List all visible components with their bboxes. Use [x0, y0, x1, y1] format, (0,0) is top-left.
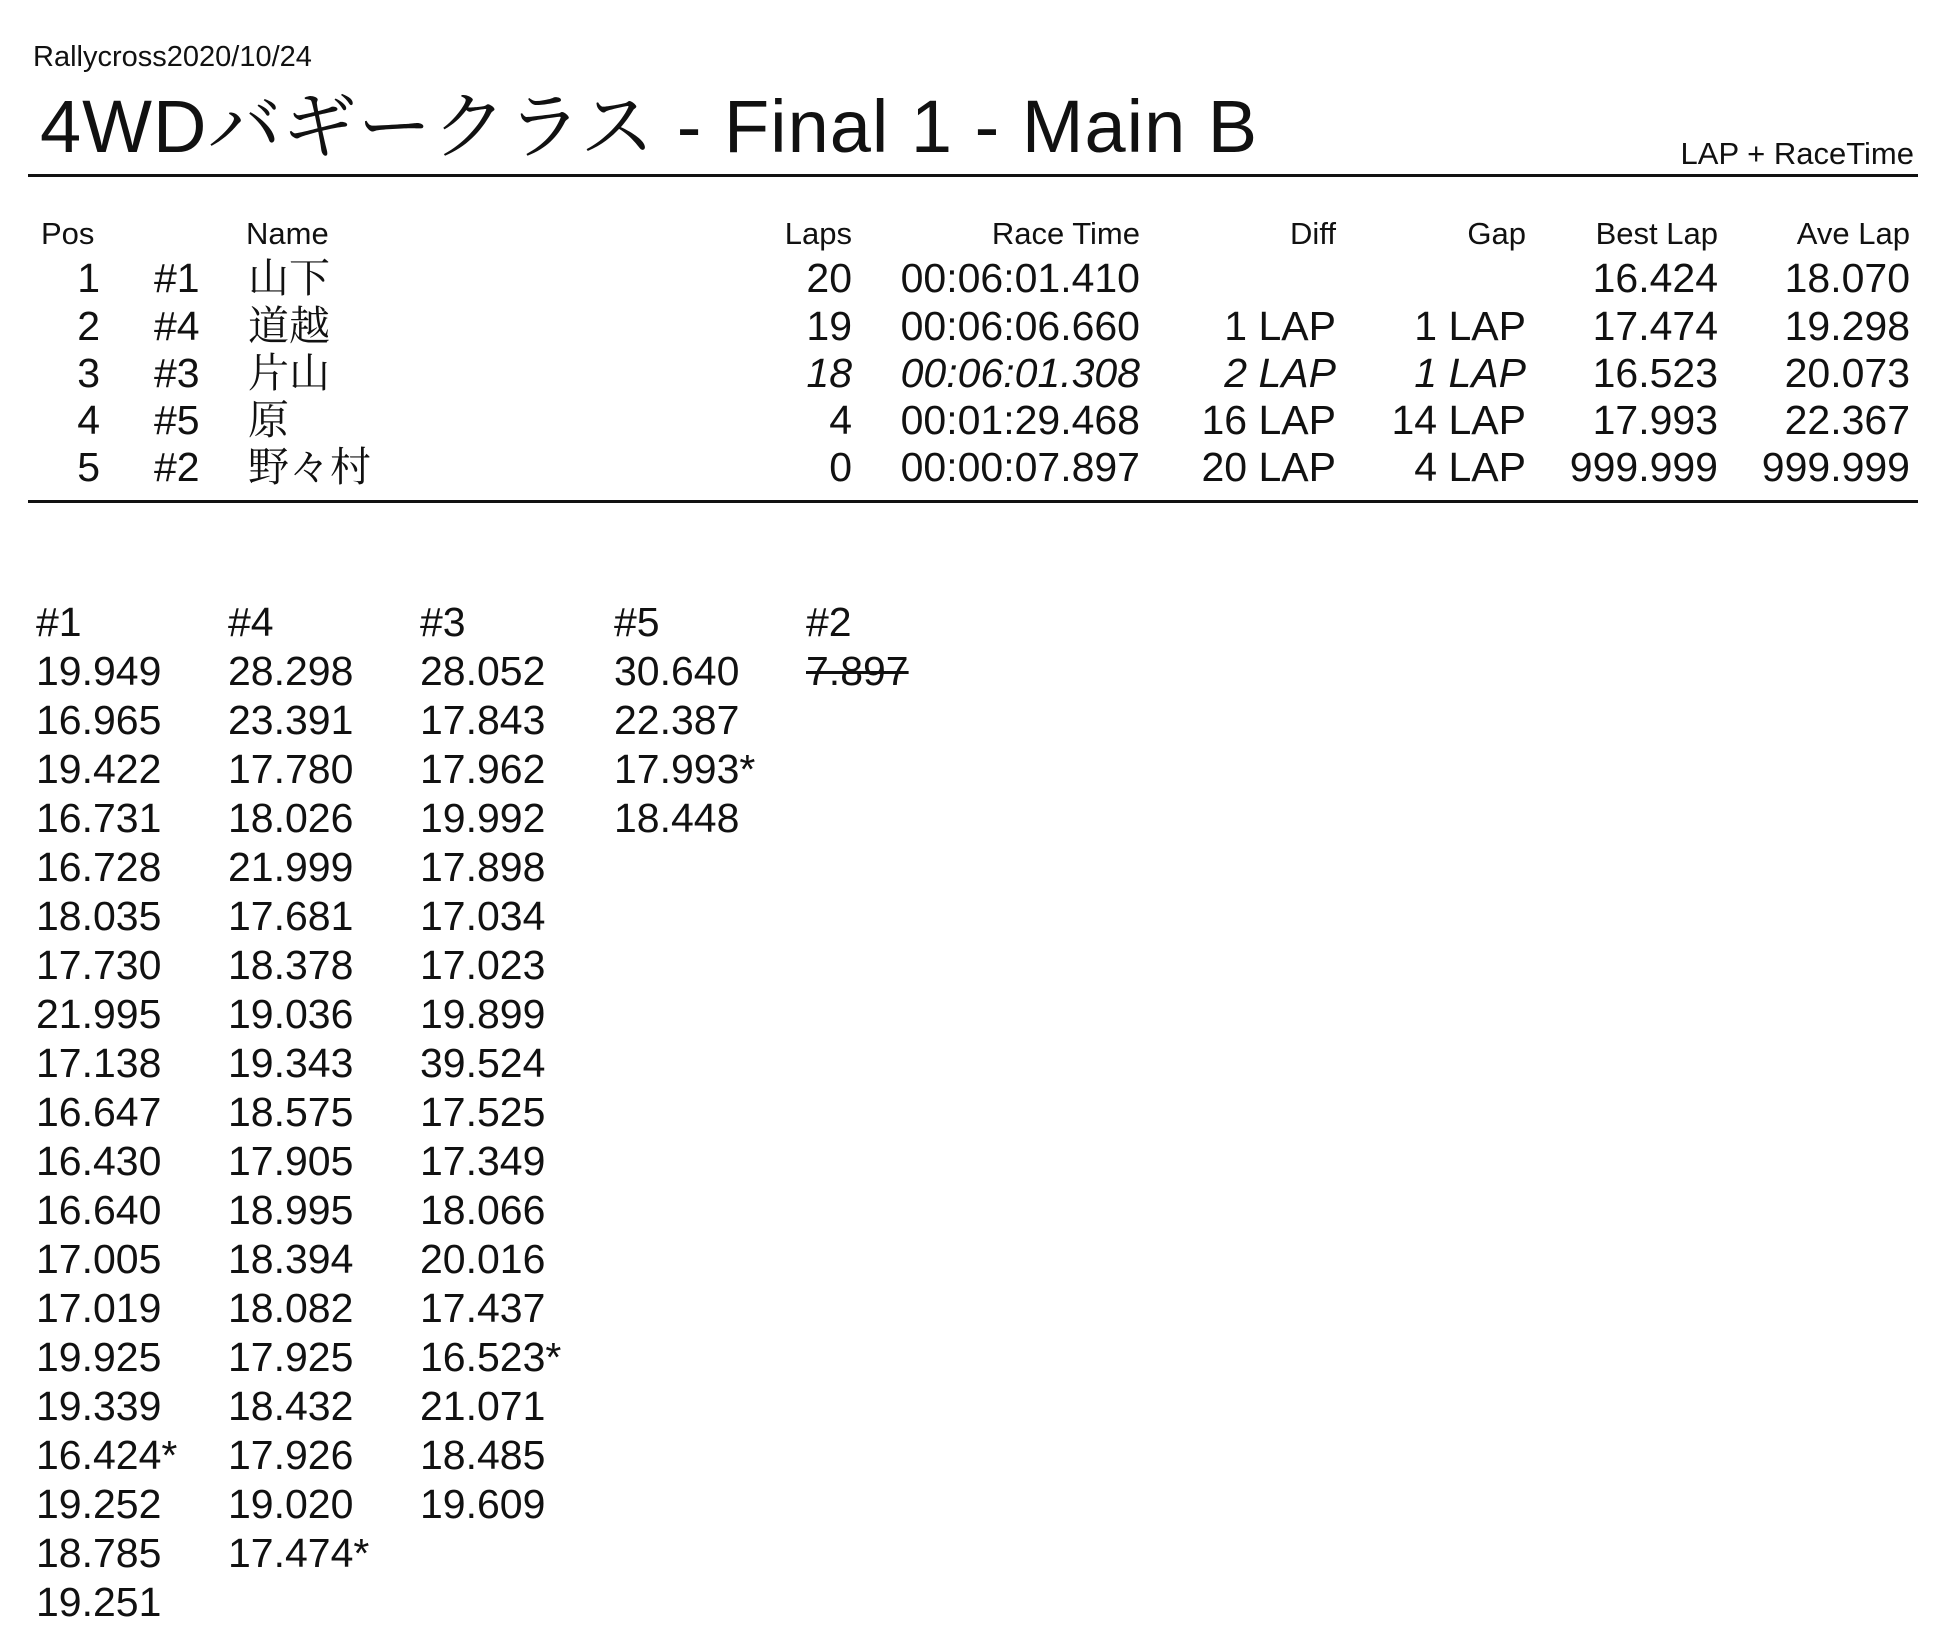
result-ave-lap: 22.367: [1784, 397, 1910, 443]
result-ave-lap: 19.298: [1784, 303, 1910, 349]
result-race-time: 00:06:01.410: [900, 255, 1140, 301]
lap-time: 18.378: [228, 942, 354, 988]
lap-time: 17.474*: [228, 1530, 370, 1576]
result-best-lap: 17.474: [1592, 303, 1718, 349]
lap-time: 16.965: [36, 697, 162, 743]
lap-time: 17.023: [420, 942, 546, 988]
column-header-pos: Pos: [41, 216, 95, 251]
column-header-race-time: Race Time: [991, 216, 1140, 251]
lap-time: 18.082: [228, 1285, 354, 1331]
result-gap: 1 LAP: [1414, 303, 1526, 349]
result-driver-name: 道越: [248, 303, 330, 349]
page-title: 4WDバギークラス - Final 1 - Main B: [40, 85, 1259, 168]
lap-time: 17.993*: [614, 746, 756, 792]
lap-time: 18.035: [36, 893, 162, 939]
lap-time: 30.640: [614, 648, 740, 694]
result-ave-lap: 20.073: [1784, 350, 1910, 396]
lap-time: 20.016: [420, 1236, 546, 1282]
lap-time: 17.138: [36, 1040, 162, 1086]
result-pos: 5: [77, 444, 100, 490]
lap-time: 17.898: [420, 844, 546, 890]
lap-time: 16.647: [36, 1089, 162, 1135]
lap-time: 16.728: [36, 844, 162, 890]
lap-times-column: [420, 598, 561, 1529]
result-diff: 20 LAP: [1201, 444, 1336, 490]
result-driver-name: 原: [248, 397, 289, 443]
result-driver-name: 野々村: [248, 444, 371, 490]
lap-time: 21.071: [420, 1383, 546, 1429]
column-header-gap: Gap: [1467, 216, 1526, 251]
lap-time: 18.785: [36, 1530, 162, 1576]
lap-time: 17.005: [36, 1236, 162, 1282]
lap-time: 28.298: [228, 648, 354, 694]
lap-column-header: #1: [36, 599, 82, 645]
bottom-divider: [28, 500, 1918, 503]
lap-time: 18.448: [614, 795, 740, 841]
column-header-ave-lap: Ave Lap: [1796, 216, 1910, 251]
lap-time: 18.575: [228, 1089, 354, 1135]
lap-time: 19.251: [36, 1579, 162, 1625]
column-header-best-lap: Best Lap: [1595, 216, 1718, 251]
lap-time: 17.843: [420, 697, 546, 743]
lap-time: 18.394: [228, 1236, 354, 1282]
result-laps: 4: [829, 397, 852, 443]
lap-time: 17.681: [228, 893, 354, 939]
lap-time: 23.391: [228, 697, 354, 743]
lap-times-column: [806, 598, 909, 696]
result-laps: 20: [806, 255, 852, 301]
result-pos: 4: [77, 397, 100, 443]
result-pos: 3: [77, 350, 100, 396]
lap-column-header: #3: [420, 599, 466, 645]
result-best-lap: 17.993: [1592, 397, 1718, 443]
lap-time: 17.962: [420, 746, 546, 792]
lap-time: 19.925: [36, 1334, 162, 1380]
lap-time: 19.252: [36, 1481, 162, 1527]
result-car-number: #3: [154, 350, 200, 396]
result-driver-name: 片山: [248, 350, 330, 396]
lap-time: 17.034: [420, 893, 546, 939]
lap-time: 17.780: [228, 746, 354, 792]
lap-time: 19.339: [36, 1383, 162, 1429]
lap-time: 19.609: [420, 1481, 546, 1527]
lap-time: 18.995: [228, 1187, 354, 1233]
lap-time: 17.730: [36, 942, 162, 988]
lap-time: 19.949: [36, 648, 162, 694]
lap-column-header: #5: [614, 599, 660, 645]
lap-time: 17.905: [228, 1138, 354, 1184]
lap-time: 17.437: [420, 1285, 546, 1331]
column-header-laps: Laps: [784, 216, 852, 251]
result-car-number: #4: [154, 303, 200, 349]
lap-column-header: #2: [806, 599, 852, 645]
event-date: Rallycross2020/10/24: [33, 41, 312, 73]
lap-time: 22.387: [614, 697, 740, 743]
lap-time: 18.026: [228, 795, 354, 841]
result-ave-lap: 999.999: [1761, 444, 1910, 490]
lap-time: 16.424*: [36, 1432, 178, 1478]
result-pos: 1: [77, 255, 100, 301]
top-divider: [28, 174, 1918, 177]
result-ave-lap: 18.070: [1784, 255, 1910, 301]
result-laps: 0: [829, 444, 852, 490]
column-header-name: Name: [246, 216, 329, 251]
lap-time: 39.524: [420, 1040, 546, 1086]
result-gap: 1 LAP: [1414, 350, 1526, 396]
lap-time: 17.525: [420, 1089, 546, 1135]
lap-time: 19.036: [228, 991, 354, 1037]
result-car-number: #5: [154, 397, 200, 443]
result-diff: 16 LAP: [1201, 397, 1336, 443]
lap-time: 21.995: [36, 991, 162, 1037]
lap-time: 19.343: [228, 1040, 354, 1086]
result-laps: 18: [806, 350, 852, 396]
result-best-lap: 999.999: [1569, 444, 1718, 490]
lap-time: 16.640: [36, 1187, 162, 1233]
lap-time: 19.422: [36, 746, 162, 792]
lap-time: 16.430: [36, 1138, 162, 1184]
lap-time: 17.925: [228, 1334, 354, 1380]
result-diff: 1 LAP: [1224, 303, 1336, 349]
lap-times-column: [614, 598, 755, 843]
result-race-time: 00:01:29.468: [900, 397, 1140, 443]
lap-time: 19.020: [228, 1481, 354, 1527]
result-car-number: #2: [154, 444, 200, 490]
lap-time: 19.992: [420, 795, 546, 841]
lap-times-column: [228, 598, 369, 1578]
result-laps: 19: [806, 303, 852, 349]
result-race-time: 00:06:06.660: [900, 303, 1140, 349]
lap-time: 28.052: [420, 648, 546, 694]
timing-mode: LAP + RaceTime: [1680, 136, 1914, 171]
column-header-diff: Diff: [1290, 216, 1336, 251]
result-best-lap: 16.424: [1592, 255, 1718, 301]
lap-time: 18.485: [420, 1432, 546, 1478]
lap-time: 7.897: [806, 648, 909, 694]
result-diff: 2 LAP: [1224, 350, 1336, 396]
lap-time: 17.019: [36, 1285, 162, 1331]
result-gap: 14 LAP: [1391, 397, 1526, 443]
lap-time: 17.349: [420, 1138, 546, 1184]
result-car-number: #1: [154, 255, 200, 301]
result-best-lap: 16.523: [1592, 350, 1718, 396]
lap-time: 17.926: [228, 1432, 354, 1478]
result-race-time: 00:00:07.897: [900, 444, 1140, 490]
lap-times-column: [36, 598, 177, 1627]
lap-time: 18.432: [228, 1383, 354, 1429]
lap-time: 16.731: [36, 795, 162, 841]
lap-column-header: #4: [228, 599, 274, 645]
result-pos: 2: [77, 303, 100, 349]
result-driver-name: 山下: [248, 255, 330, 301]
lap-time: 21.999: [228, 844, 354, 890]
result-gap: 4 LAP: [1414, 444, 1526, 490]
result-race-time: 00:06:01.308: [900, 350, 1140, 396]
lap-time: 18.066: [420, 1187, 546, 1233]
lap-time: 16.523*: [420, 1334, 562, 1380]
lap-time: 19.899: [420, 991, 546, 1037]
